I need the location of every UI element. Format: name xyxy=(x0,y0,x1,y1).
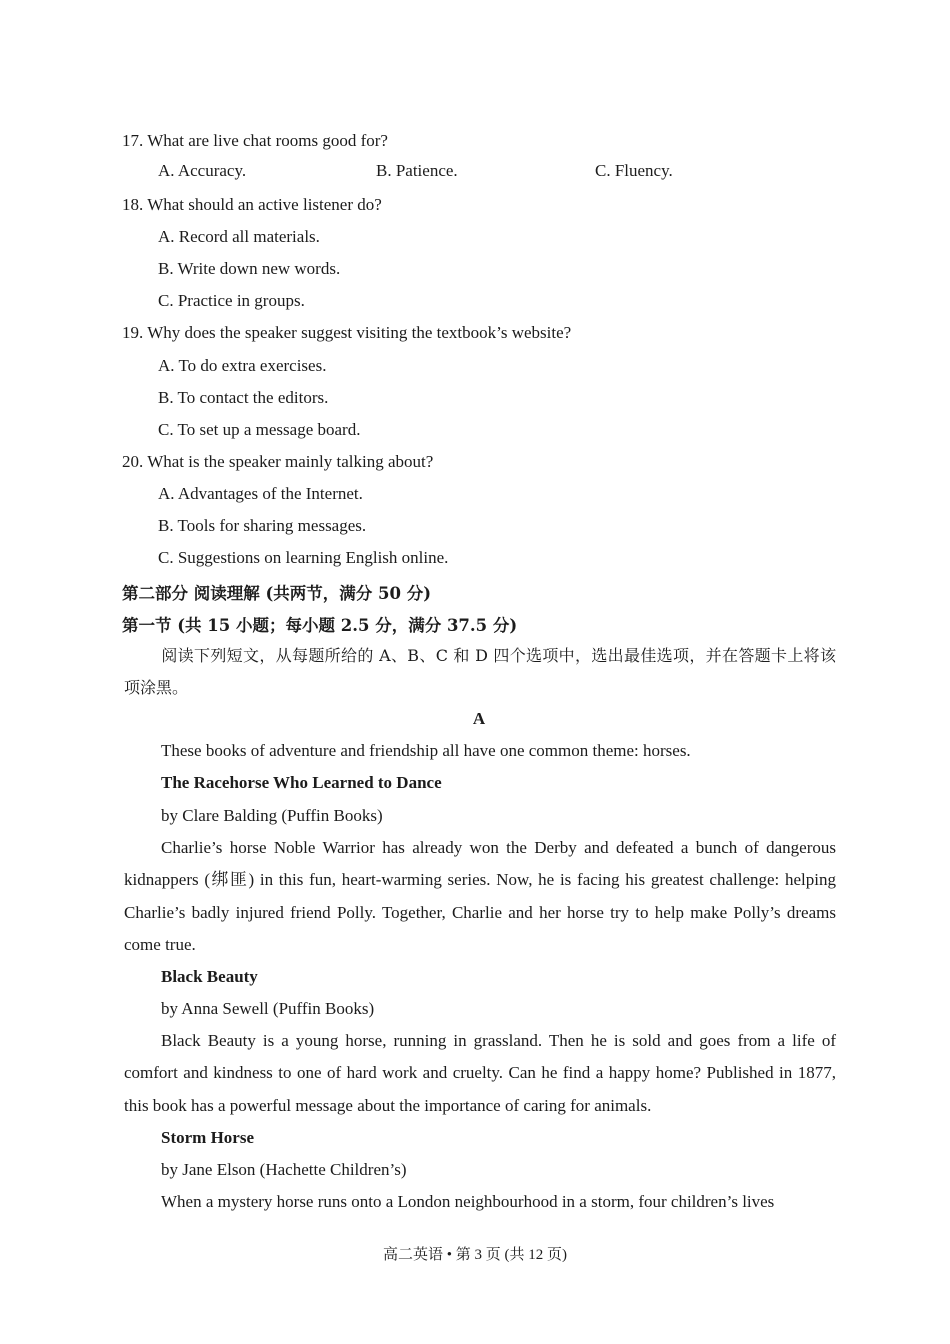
book-2-author: by Anna Sewell (Puffin Books) xyxy=(161,999,375,1018)
question-19-stem: 19. Why does the speaker suggest visiting the textbook’s website? xyxy=(122,323,572,342)
question-17-option-a: A. Accuracy. xyxy=(158,161,247,180)
question-19-option-b: B. To contact the editors. xyxy=(158,388,329,407)
question-17-stem: 17. What are live chat rooms good for? xyxy=(122,131,388,150)
book-2-title: Black Beauty xyxy=(161,967,258,986)
book-2-description xyxy=(124,1025,836,1122)
passage-label: A xyxy=(472,709,486,728)
question-20-option-a: A. Advantages of the Internet. xyxy=(158,484,363,503)
book-1-author: by Clare Balding (Puffin Books) xyxy=(161,806,383,825)
section-one-heading: 第一节 (共 15 小题；每小题 2.5 分，满分 37.5 分) xyxy=(122,616,518,635)
instructions-text: 阅读下列短文，从每题所给的 A、B、C 和 D 四个选项中，选出最佳选项，并在答题卡上将该项涂黑。 xyxy=(124,646,836,698)
question-20-stem: 20. What is the speaker mainly talking about? xyxy=(122,452,434,471)
book-3-author: by Jane Elson (Hachette Children’s) xyxy=(161,1160,407,1179)
question-18-option-b: B. Write down new words. xyxy=(158,259,341,278)
book-1-text: Charlie’s horse Noble Warrior has already won the Derby and defeated a bunch of dangerous kidnappers (绑匪) in this fun, heart-warming series. Now, he is facing his greatest challenge: helping Charlie’s badly injured friend Polly. Together, Charlie and her horse try to help make Polly’s dreams come true. xyxy=(124,838,836,954)
question-17-option-b: B. Patience. xyxy=(376,161,458,180)
part-two-heading: 第二部分 阅读理解 (共两节，满分 50 分) xyxy=(122,584,432,603)
question-19-option-c: C. To set up a message board. xyxy=(158,420,361,439)
question-19-option-a: A. To do extra exercises. xyxy=(158,356,327,375)
question-18-option-a: A. Record all materials. xyxy=(158,227,320,246)
page-footer: 高二英语 • 第 3 页 (共 12 页) xyxy=(383,1247,567,1263)
question-17-option-c: C. Fluency. xyxy=(595,161,673,180)
book-2-text: Black Beauty is a young horse, running in grassland. Then he is sold and goes from a life of comfort and kindness to one of hard work and cruelty. Can he find a happy home? Published in 1877, this book has a powerful message about the importance of caring for animals. xyxy=(124,1031,836,1115)
book-1-title: The Racehorse Who Learned to Dance xyxy=(161,773,442,792)
question-20-option-c: C. Suggestions on learning English online. xyxy=(158,548,449,567)
instructions-paragraph xyxy=(124,640,836,705)
question-18-option-c: C. Practice in groups. xyxy=(158,291,305,310)
question-20-option-b: B. Tools for sharing messages. xyxy=(158,516,367,535)
book-3-title: Storm Horse xyxy=(161,1128,255,1147)
book-1-description xyxy=(124,832,836,961)
book-3-text: When a mystery horse runs onto a London neighbourhood in a storm, four children’s lives xyxy=(161,1192,775,1211)
question-18-stem: 18. What should an active listener do? xyxy=(122,195,382,214)
passage-intro: These books of adventure and friendship all have one common theme: horses. xyxy=(161,741,691,760)
question-17-options xyxy=(158,161,718,185)
